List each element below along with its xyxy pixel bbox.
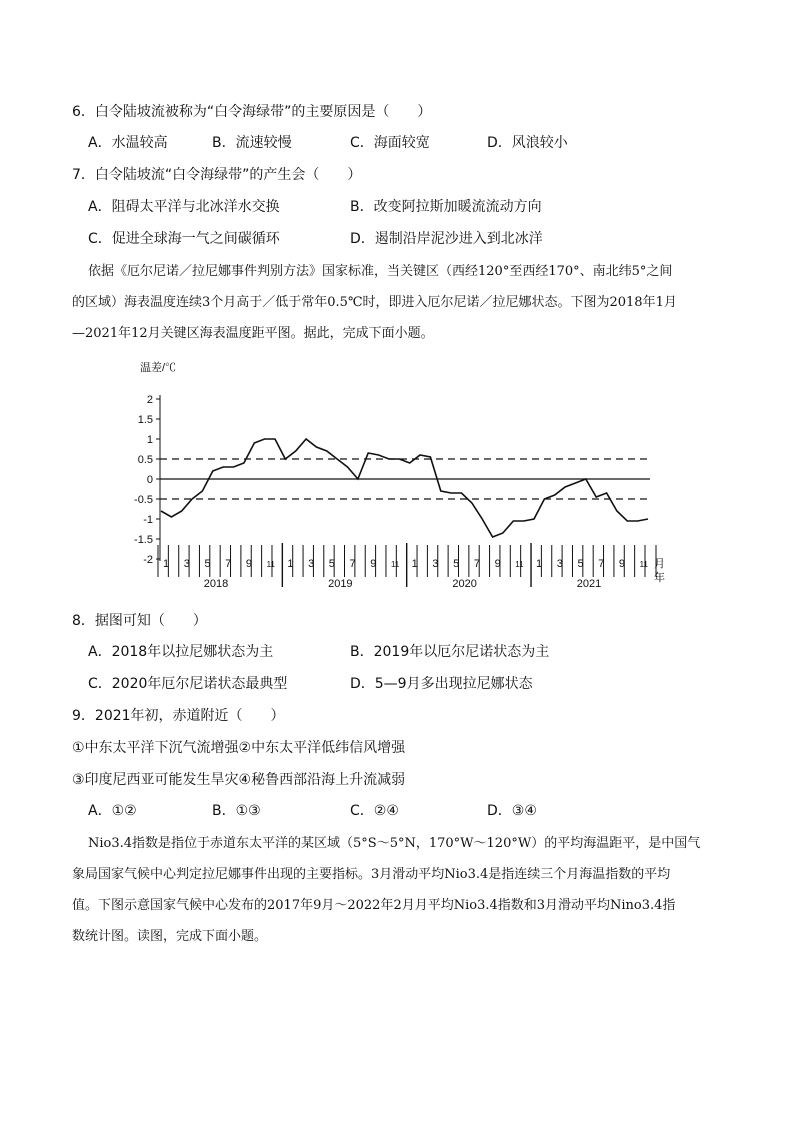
x-tick-label: 7 xyxy=(225,558,232,570)
q7-option-d: D．遏制沿岸泥沙进入到北冰洋 xyxy=(350,231,543,247)
x-tick-label: 5 xyxy=(328,558,335,570)
x-tick-label: 3 xyxy=(183,558,190,570)
y-tick-label: 2 xyxy=(146,394,153,406)
year-label: 2018 xyxy=(203,578,229,590)
passage2-line-1: Nio3.4指数是指位于赤道东太平洋的某区域（5°S～5°N，170°W～120°W）的平均海温距平，是中国气 xyxy=(88,836,701,851)
q7-option-a: A．阻碍太平洋与北冰洋水交换 xyxy=(88,199,280,215)
year-label: 2021 xyxy=(576,578,602,590)
y-axis-label: 温差/℃ xyxy=(140,362,177,374)
x-tick-label: 5 xyxy=(577,558,584,570)
y-tick-label: 1.5 xyxy=(137,414,153,426)
x-tick-label: 9 xyxy=(370,558,377,570)
passage2-line-2: 象局国家气候中心判定拉尼娜事件出现的主要指标。3月滑动平均Nio3.4是指连续三个月海温指数的平均 xyxy=(72,867,671,882)
q9-option-c: C．②④ xyxy=(350,803,399,819)
year-label: 2019 xyxy=(328,578,353,590)
x-tick-label: 1 xyxy=(411,558,418,570)
x-tick-label: 1 xyxy=(287,558,294,570)
y-tick-label: 0 xyxy=(146,474,153,486)
x-tick-label: 3 xyxy=(308,558,315,570)
x-tick-label: 11 xyxy=(266,560,275,569)
x-tick-label: 1 xyxy=(163,558,170,570)
x-tick-label: 7 xyxy=(473,558,480,570)
q8-option-a: A．2018年以拉尼娜状态为主 xyxy=(88,644,274,660)
x-tick-label: 11 xyxy=(639,560,648,569)
question-9-stem: 9．2021年初，赤道附近（ ） xyxy=(72,708,285,724)
q6-option-d: D．风浪较小 xyxy=(487,135,568,151)
y-tick-label: 1 xyxy=(146,434,153,446)
x-tick-label: 1 xyxy=(536,558,543,570)
passage2-line-3: 值。下图示意国家气候中心发布的2017年9月～2022年2月月平均Nio3.4指数和3月滑动平均Nino3.4指 xyxy=(72,898,676,913)
x-tick-label: 9 xyxy=(494,558,501,570)
passage1-line-3: —2021年12月关键区海表温度距平图。据此，完成下面小题。 xyxy=(72,326,434,341)
q6-option-c: C．海面较宽 xyxy=(350,135,430,151)
x-tick-label: 7 xyxy=(598,558,605,570)
q9-option-a: A．①② xyxy=(88,803,137,819)
passage1-line-2: 的区域）海表温度连续3个月高于／低于常年0.5℃时，即进入厄尔尼诺／拉尼娜状态。下图为2018年1月 xyxy=(72,295,677,310)
series-line xyxy=(161,439,648,537)
x-axis-label-month: 月 xyxy=(654,558,665,570)
x-tick-label: 3 xyxy=(432,558,439,570)
q9-statements-line-1: ①中东太平洋下沉气流增强②中东太平洋低纬信风增强 xyxy=(72,740,406,756)
x-tick-label: 9 xyxy=(245,558,253,570)
q9-option-d: D．③④ xyxy=(487,803,537,819)
q8-option-c: C．2020年厄尔尼诺状态最典型 xyxy=(88,676,288,692)
x-tick-label: 5 xyxy=(204,558,211,570)
x-tick-label: 3 xyxy=(556,558,563,570)
sst-anomaly-chart xyxy=(130,355,680,590)
year-label: 2020 xyxy=(452,578,477,590)
question-8-stem: 8．据图可知（ ） xyxy=(72,613,207,629)
q7-option-c: C．促进全球海一气之间碳循环 xyxy=(88,231,280,247)
x-tick-label: 11 xyxy=(390,560,400,569)
question-6-stem: 6．白令陆坡流被称为“白令海绿带”的主要原因是（ ） xyxy=(72,104,432,120)
x-tick-label: 5 xyxy=(453,558,460,570)
q6-option-b: B．流速较慢 xyxy=(212,135,292,151)
passage1-line-1: 依据《厄尔尼诺／拉尼娜事件判别方法》国家标准，当关键区（西经120°至西经170°、南北纬5°之间 xyxy=(88,264,673,279)
y-tick-label: -1 xyxy=(143,514,153,526)
q8-option-b: B．2019年以厄尔尼诺状态为主 xyxy=(350,644,550,660)
y-tick-label: -2 xyxy=(143,554,153,566)
x-tick-label: 11 xyxy=(515,560,524,569)
q7-option-b: B．改变阿拉斯加暖流流动方向 xyxy=(350,199,542,215)
x-tick-label: 9 xyxy=(618,558,626,570)
x-tick-label: 7 xyxy=(349,558,356,570)
q9-statements-line-2: ③印度尼西亚可能发生旱灾④秘鲁西部沿海上升流减弱 xyxy=(72,772,406,788)
q8-option-d: D．5—9月多出现拉尼娜状态 xyxy=(350,676,533,692)
passage2-line-4: 数统计图。读图，完成下面小题。 xyxy=(72,929,268,944)
y-tick-label: 0.5 xyxy=(137,454,153,466)
y-tick-label: -0.5 xyxy=(134,494,153,506)
x-axis-label-year: 年 xyxy=(654,572,665,584)
q6-option-a: A．水温较高 xyxy=(88,135,168,151)
y-tick-label: -1.5 xyxy=(134,534,153,546)
q9-option-b: B．①③ xyxy=(212,803,261,819)
question-7-stem: 7．白令陆坡流“白令海绿带”的产生会（ ） xyxy=(72,167,362,183)
